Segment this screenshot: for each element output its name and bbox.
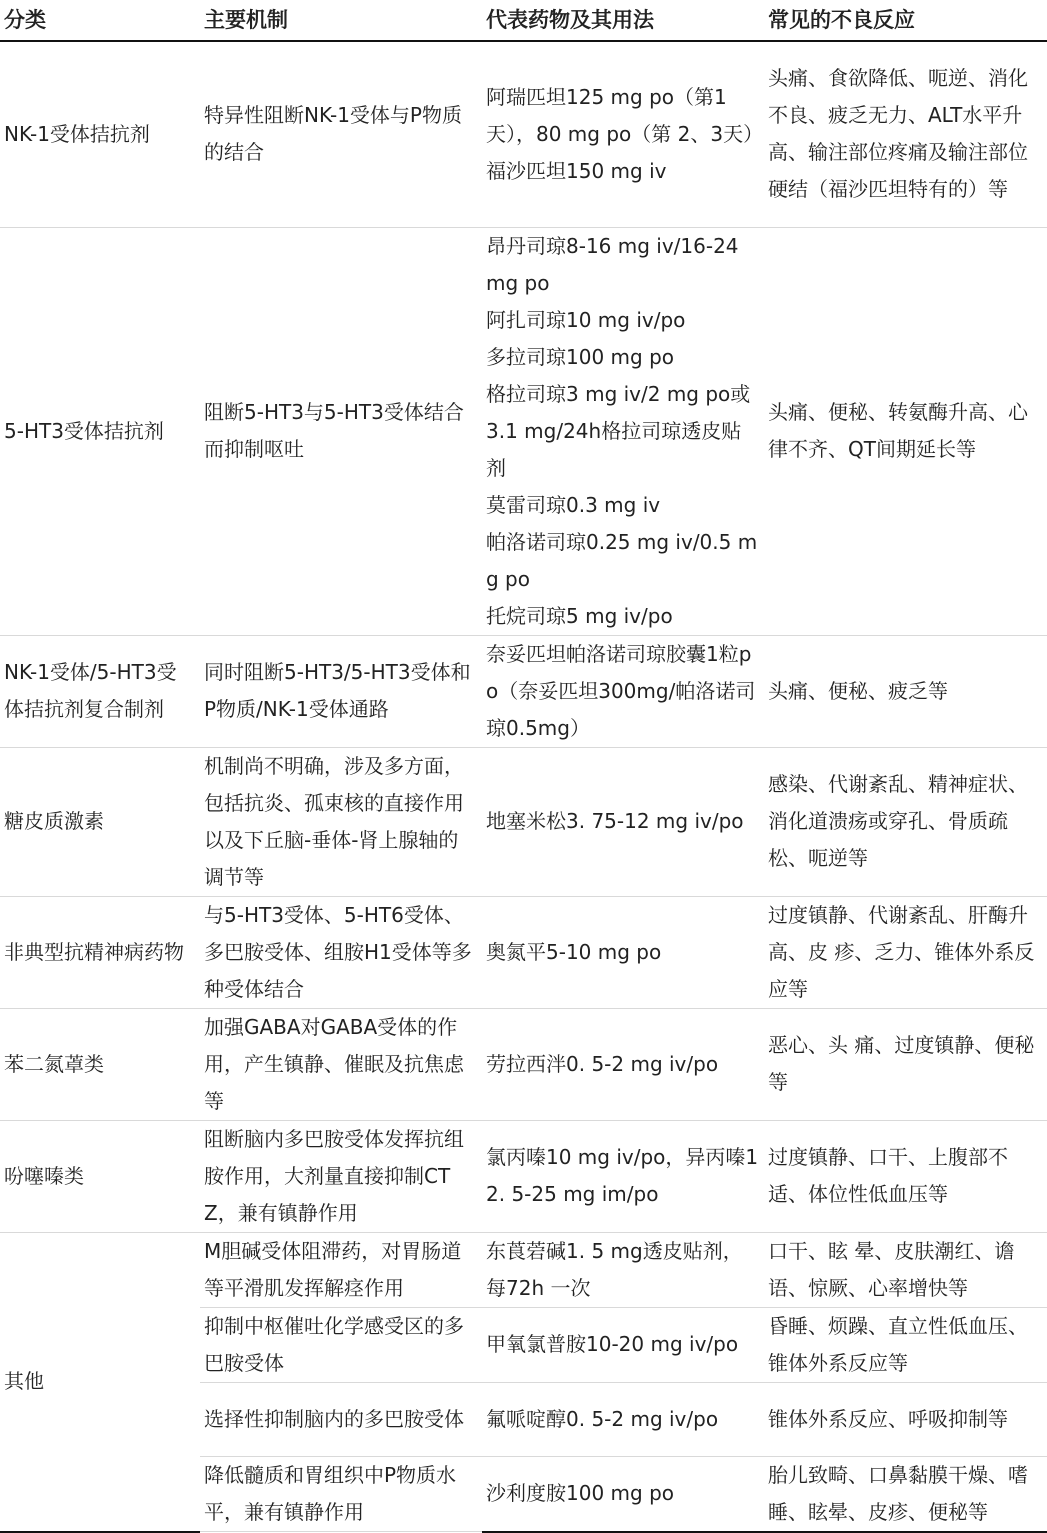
cell-mechanism: 加强GABA对GABA受体的作用，产生镇静、催眠及抗焦虑等 xyxy=(200,1008,482,1120)
cell-mechanism: 降低髓质和胃组织中P物质水平，兼有镇静作用 xyxy=(200,1456,482,1532)
table-row xyxy=(0,1120,1047,1232)
cell-mechanism: 阻断脑内多巴胺受体发挥抗组胺作用，大剂量直接抑制CTZ，兼有镇静作用 xyxy=(200,1120,482,1232)
cell-mechanism: 阻断5-HT3与5-HT3受体结合而抑制呕吐 xyxy=(200,227,482,635)
header-mechanism: 主要机制 xyxy=(200,0,482,41)
cell-effects: 头痛、食欲降低、呃逆、消化不良、疲乏无力、ALT水平升高、输注部位疼痛及输注部位硬结（福沙匹坦特有的）等 xyxy=(764,41,1047,227)
drug-line: 多拉司琼100 mg po xyxy=(486,344,674,369)
cell-category: 吩噻嗪类 xyxy=(0,1120,200,1232)
drug-line: 福沙匹坦150 mg iv xyxy=(486,158,667,183)
cell-effects: 头痛、便秘、疲乏等 xyxy=(764,635,1047,747)
drug-line: 帕洛诺司琼0.25 mg iv/0.5 mg po xyxy=(486,529,758,591)
cell-drugs xyxy=(482,747,764,896)
header-effects: 常见的不良反应 xyxy=(764,0,1047,41)
drug-line: 阿扎司琼10 mg iv/po xyxy=(486,307,686,332)
drug-line: 奥氮平5-10 mg po xyxy=(486,939,662,964)
table-row xyxy=(0,41,1047,227)
cell-drugs xyxy=(482,1008,764,1120)
drug-line: 昂丹司琼8-16 mg iv/16-24 mg po xyxy=(486,233,739,295)
cell-category: NK-1受体/5-HT3受体拮抗剂复合制剂 xyxy=(0,635,200,747)
cell-drugs xyxy=(482,896,764,1008)
cell-effects: 感染、代谢紊乱、精神症状、消化道溃疡或穿孔、骨质疏松、呃逆等 xyxy=(764,747,1047,896)
cell-effects: 锥体外系反应、呼吸抑制等 xyxy=(764,1382,1047,1456)
cell-effects: 过度镇静、代谢紊乱、肝酶升高、皮 疹、乏力、锥体外系反应等 xyxy=(764,896,1047,1008)
drug-line: 奈妥匹坦帕洛诺司琼胶囊1粒po（奈妥匹坦300mg/帕洛诺司琼0.5mg） xyxy=(486,641,756,740)
cell-category: 非典型抗精神病药物 xyxy=(0,896,200,1008)
header-row xyxy=(0,0,1047,41)
cell-drugs: 东莨菪碱1. 5 mg透皮贴剂，每72h 一次 xyxy=(482,1232,764,1307)
cell-drugs: 氟哌啶醇0. 5-2 mg iv/po xyxy=(482,1382,764,1456)
cell-category: 其他 xyxy=(0,1232,200,1532)
drug-line: 莫雷司琼0.3 mg iv xyxy=(486,492,661,517)
cell-category: NK-1受体拮抗剂 xyxy=(0,41,200,227)
drug-line: 劳拉西泮0. 5-2 mg iv/po xyxy=(486,1051,719,1076)
header-drugs: 代表药物及其用法 xyxy=(482,0,764,41)
cell-category: 糖皮质激素 xyxy=(0,747,200,896)
cell-drugs xyxy=(482,41,764,227)
cell-effects: 胎儿致畸、口鼻黏膜干燥、嗜睡、眩晕、皮疹、便秘等 xyxy=(764,1456,1047,1532)
cell-category: 5-HT3受体拮抗剂 xyxy=(0,227,200,635)
cell-drugs xyxy=(482,635,764,747)
cell-drugs xyxy=(482,227,764,635)
cell-mechanism: 抑制中枢催吐化学感受区的多巴胺受体 xyxy=(200,1307,482,1382)
cell-mechanism: 特异性阻断NK-1受体与P物质的结合 xyxy=(200,41,482,227)
header-category: 分类 xyxy=(0,0,200,41)
cell-effects: 口干、眩 晕、皮肤潮红、谵语、惊厥、心率增快等 xyxy=(764,1232,1047,1307)
cell-drugs xyxy=(482,1120,764,1232)
cell-effects: 头痛、便秘、转氨酶升高、心律不齐、QT间期延长等 xyxy=(764,227,1047,635)
drug-line: 氯丙嗪10 mg iv/po，异丙嗪12. 5-25 mg im/po xyxy=(486,1145,759,1206)
cell-drugs: 沙利度胺100 mg po xyxy=(482,1456,764,1532)
table-row xyxy=(0,635,1047,747)
cell-mechanism: 与5-HT3受体、5-HT6受体、多巴胺受体、组胺H1受体等多种受体结合 xyxy=(200,896,482,1008)
table-row xyxy=(0,747,1047,896)
cell-effects: 恶心、头 痛、过度镇静、便秘等 xyxy=(764,1008,1047,1120)
table-row xyxy=(0,896,1047,1008)
drug-line: 托烷司琼5 mg iv/po xyxy=(486,603,673,628)
table-header xyxy=(0,0,1047,41)
cell-category: 苯二氮䓬类 xyxy=(0,1008,200,1120)
table-row xyxy=(0,1008,1047,1120)
table-body xyxy=(0,41,1047,1532)
cell-mechanism: 选择性抑制脑内的多巴胺受体 xyxy=(200,1382,482,1456)
cell-effects: 过度镇静、口干、上腹部不适、体位性低血压等 xyxy=(764,1120,1047,1232)
table-row xyxy=(0,1232,1047,1307)
drug-line: 格拉司琼3 mg iv/2 mg po或3.1 mg/24h格拉司琼透皮贴剂 xyxy=(486,381,751,480)
cell-mechanism: 机制尚不明确，涉及多方面，包括抗炎、孤束核的直接作用以及下丘脑-垂体-肾上腺轴的调节等 xyxy=(200,747,482,896)
cell-mechanism: 同时阻断5-HT3/5-HT3受体和P物质/NK-1受体通路 xyxy=(200,635,482,747)
table-row xyxy=(0,227,1047,635)
drug-line: 地塞米松3. 75-12 mg iv/po xyxy=(486,809,744,833)
drug-line: 阿瑞匹坦125 mg po（第1天），80 mg po（第 2、3天） xyxy=(486,84,764,146)
cell-drugs: 甲氧氯普胺10-20 mg iv/po xyxy=(482,1307,764,1382)
cell-effects: 昏睡、烦躁、直立性低血压、锥体外系反应等 xyxy=(764,1307,1047,1382)
cell-mechanism: M胆碱受体阻滞药，对胃肠道等平滑肌发挥解痉作用 xyxy=(200,1232,482,1307)
